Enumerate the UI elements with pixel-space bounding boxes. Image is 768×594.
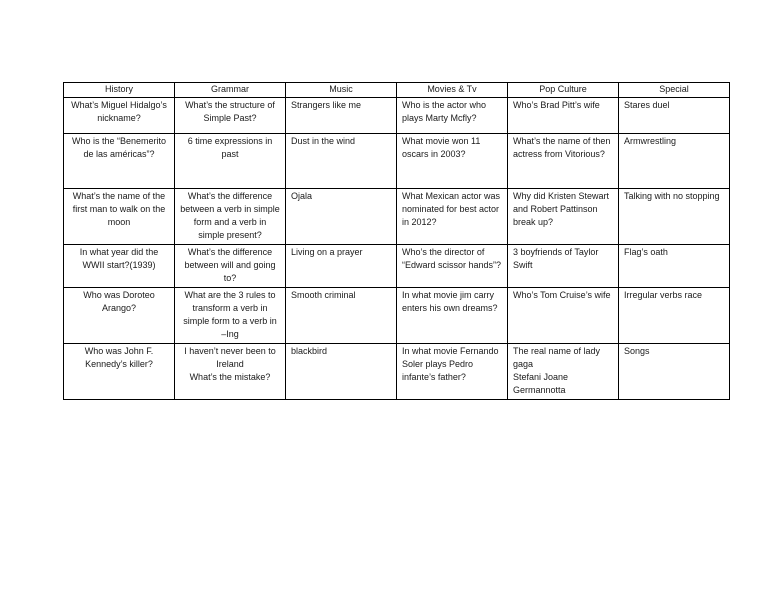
cell-music — [286, 288, 397, 344]
cell-history — [64, 134, 175, 189]
cell-text: Strangers like me — [291, 100, 362, 110]
cell-text: In what movie jim carry enters his own dreams? — [402, 290, 498, 313]
cell-movies-tv — [397, 344, 508, 400]
cell-text: What’s the name of then actress from Vitorious? — [513, 136, 613, 159]
cell-movies-tv — [397, 98, 508, 134]
cell-pop-culture — [508, 134, 619, 189]
cell-text: What movie won 11 oscars in 2003? — [402, 136, 483, 159]
cell-text: In what movie Fernando Soler plays Pedro infante’s father? — [402, 346, 502, 382]
cell-grammar — [175, 134, 286, 189]
table-row — [64, 134, 730, 189]
cell-special — [619, 288, 730, 344]
cell-music — [286, 245, 397, 288]
cell-text: What’s Miguel Hidalgo’s nickname? — [71, 100, 170, 123]
cell-text: Who is the actor who plays Marty Mcfly? — [402, 100, 489, 123]
cell-special — [619, 134, 730, 189]
cell-special — [619, 189, 730, 245]
cell-music — [286, 189, 397, 245]
cell-text: Smooth criminal — [291, 290, 356, 300]
cell-text: I haven’t never been to Ireland — [184, 346, 279, 369]
cell-text: What Mexican actor was nominated for best actor in 2012? — [402, 191, 503, 227]
header-special: Special — [619, 83, 730, 98]
cell-history — [64, 245, 175, 288]
cell-pop-culture — [508, 288, 619, 344]
header-grammar: Grammar — [175, 83, 286, 98]
cell-text: 3 boyfriends of Taylor Swift — [513, 247, 601, 270]
cell-grammar — [175, 344, 286, 400]
cell-movies-tv — [397, 288, 508, 344]
cell-text: Who was John F. Kennedy’s killer? — [84, 346, 156, 369]
trivia-table — [63, 82, 730, 400]
header-movies-tv: Movies & Tv — [397, 83, 508, 98]
cell-text: What’s the difference between a verb in simple form and a verb in simple present? — [180, 191, 283, 240]
cell-text: What’s the name of the first man to walk on the moon — [72, 191, 168, 227]
cell-pop-culture — [508, 245, 619, 288]
cell-grammar — [175, 288, 286, 344]
cell-movies-tv — [397, 134, 508, 189]
cell-text: Dust in the wind — [291, 136, 356, 146]
cell-movies-tv — [397, 189, 508, 245]
table-row — [64, 245, 730, 288]
cell-music — [286, 98, 397, 134]
cell-special — [619, 98, 730, 134]
table-row — [64, 344, 730, 400]
cell-text: 6 time expressions in past — [187, 136, 275, 159]
cell-text: Irregular verbs race — [624, 290, 703, 300]
cell-text: What’s the mistake? — [189, 372, 271, 382]
cell-text: The real name of lady gaga — [513, 346, 603, 369]
cell-history — [64, 189, 175, 245]
table-row — [64, 288, 730, 344]
cell-grammar — [175, 189, 286, 245]
cell-text: Who’s the director of “Edward scissor hands”? — [402, 247, 502, 270]
cell-text: Flag’s oath — [624, 247, 668, 257]
cell-pop-culture — [508, 189, 619, 245]
cell-music — [286, 344, 397, 400]
cell-text: Stares duel — [624, 100, 670, 110]
cell-text: Stefani Joane Germannotta — [513, 372, 571, 395]
cell-text: What’s the structure of Simple Past? — [185, 100, 278, 123]
header-history: History — [64, 83, 175, 98]
table-row — [64, 98, 730, 134]
cell-grammar — [175, 98, 286, 134]
cell-text: Who’s Tom Cruise’s wife — [513, 290, 611, 300]
cell-text: Talking with no stopping — [624, 191, 720, 201]
cell-text: Why did Kristen Stewart and Robert Pattinson break up? — [513, 191, 612, 227]
cell-text: Ojala — [291, 191, 313, 201]
cell-text: Who is the “Benemerito de las américas”? — [71, 136, 169, 159]
table-row — [64, 189, 730, 245]
cell-pop-culture — [508, 98, 619, 134]
cell-text: Living on a prayer — [291, 247, 363, 257]
header-row — [64, 83, 730, 98]
cell-special — [619, 344, 730, 400]
cell-text: Who’s Brad Pitt’s wife — [513, 100, 600, 110]
cell-pop-culture — [508, 344, 619, 400]
cell-special — [619, 245, 730, 288]
cell-history — [64, 344, 175, 400]
header-pop-culture: Pop Culture — [508, 83, 619, 98]
cell-grammar — [175, 245, 286, 288]
cell-movies-tv — [397, 245, 508, 288]
cell-text: blackbird — [291, 346, 328, 356]
header-music: Music — [286, 83, 397, 98]
cell-text: Who was Doroteo Arango? — [83, 290, 157, 313]
cell-text: Songs — [624, 346, 650, 356]
cell-music — [286, 134, 397, 189]
cell-text: Armwrestling — [624, 136, 677, 146]
cell-text: What are the 3 rules to transform a verb in simple form to a verb in –Ing — [183, 290, 280, 339]
cell-text: In what year did the WWII start?(1939) — [79, 247, 161, 270]
cell-text: What’s the difference between will and going to? — [184, 247, 279, 283]
cell-history — [64, 98, 175, 134]
cell-history — [64, 288, 175, 344]
